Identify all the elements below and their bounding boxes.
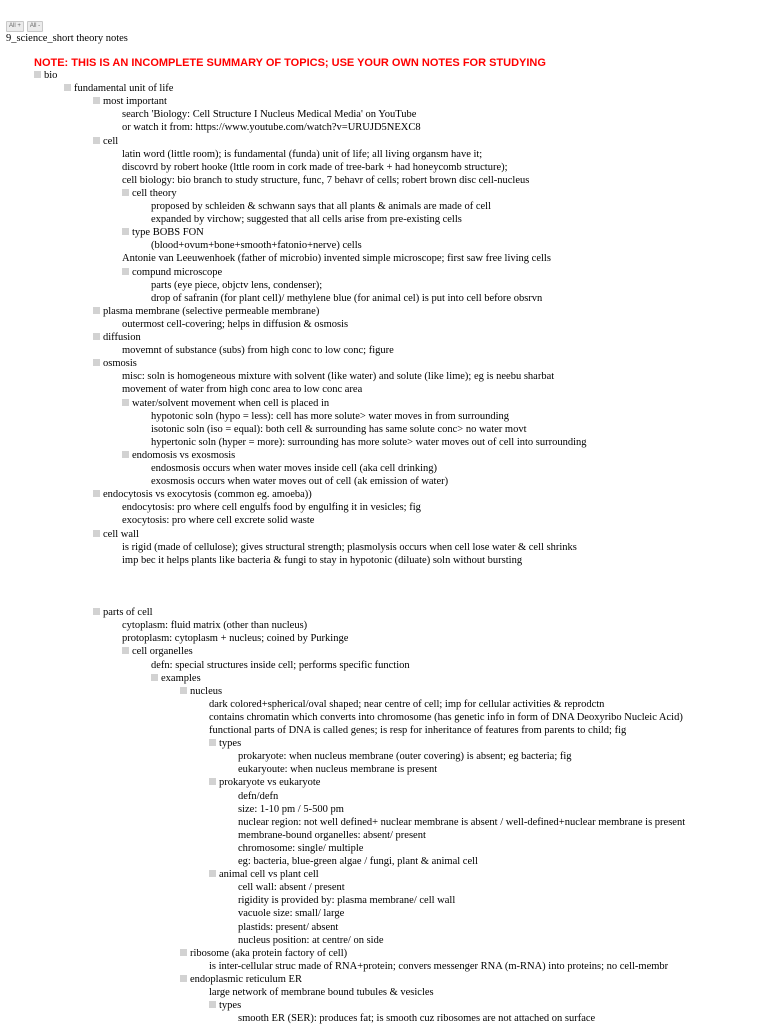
outline-item-text: exocytosis: pro where cell excrete solid waste xyxy=(122,515,315,527)
collapse-toggle-icon[interactable] xyxy=(93,307,100,314)
outline-item-text: water/solvent movement when cell is placed in xyxy=(132,397,330,409)
outline-item xyxy=(151,410,509,423)
outline-item xyxy=(122,108,416,121)
outline-item xyxy=(151,423,526,436)
collapse-toggle-icon[interactable] xyxy=(93,608,100,615)
collapse-toggle-icon[interactable] xyxy=(209,870,216,877)
outline-item xyxy=(122,174,529,187)
outline-item-text: dark colored+spherical/oval shaped; near centre of cell; imp for cellular activities & reprodctn xyxy=(209,698,605,710)
outline-item-text: vacuole size: small/ large xyxy=(238,908,345,920)
outline-item-text: types xyxy=(219,1000,242,1012)
outline-item xyxy=(209,737,241,750)
outline-item xyxy=(238,894,455,907)
expand-all-button[interactable]: All + xyxy=(6,21,24,32)
collapse-toggle-icon[interactable] xyxy=(151,674,158,681)
outline-item xyxy=(122,541,577,554)
outline-item xyxy=(209,698,604,711)
outline-item-text: isotonic soln (iso = equal): both cell & surrounding has same solute conc> no water movt xyxy=(151,423,527,435)
outline-item xyxy=(238,842,363,855)
outline-item xyxy=(238,934,384,947)
collapse-toggle-icon[interactable] xyxy=(93,490,100,497)
outline-item-text: parts of cell xyxy=(103,607,153,619)
outline-item xyxy=(238,790,278,803)
outline-item xyxy=(122,318,348,331)
collapse-toggle-icon[interactable] xyxy=(93,359,100,366)
collapse-toggle-icon[interactable] xyxy=(34,71,41,78)
outline-item-text: bio xyxy=(44,70,58,81)
collapse-toggle-icon[interactable] xyxy=(180,949,187,956)
outline-item xyxy=(34,69,57,82)
outline-item-text: imp bec it helps plants like bacteria & fungi to stay in hypotonic (diluate) soln without bursting xyxy=(122,554,523,566)
outline-item xyxy=(122,344,394,357)
outline-item-text: is inter-cellular struc made of RNA+protein; convers messenger RNA (m-RNA) into proteins; no cell-membr xyxy=(209,960,669,972)
outline-item-text: plasma membrane (selective permeable membrane) xyxy=(103,305,320,317)
collapse-toggle-icon[interactable] xyxy=(122,189,129,196)
outline-item xyxy=(151,436,587,449)
outline-item-text: type BOBS FON xyxy=(132,227,204,239)
outline-item-text: functional parts of DNA is called genes; is resp for inheritance of features from parents to child; fig xyxy=(209,725,627,736)
outline-item xyxy=(64,82,173,95)
outline-item-text: chromosome: single/ multiple xyxy=(238,842,364,854)
outline-item xyxy=(238,816,685,829)
collapse-toggle-icon[interactable] xyxy=(122,268,129,275)
outline-item xyxy=(238,1012,595,1025)
outline-item xyxy=(151,659,410,672)
outline-item-text: hypertonic soln (hyper = more): surrounding has more solute> water moves out of cell into surrounding xyxy=(151,436,587,448)
outline-item xyxy=(122,187,177,200)
outline-item xyxy=(238,763,437,776)
outline-item-text: drop of safranin (for plant cell)/ methylene blue (for animal cel) is put into cell before obsrvn xyxy=(151,292,543,304)
collapse-toggle-icon[interactable] xyxy=(209,778,216,785)
outline-item xyxy=(209,776,320,789)
collapse-toggle-icon[interactable] xyxy=(209,1001,216,1008)
outline-item-text: nuclear region: not well defined+ nuclear membrane is absent / well-defined+nuclear membrane is present xyxy=(238,816,686,828)
outline-item-text: endosmosis occurs when water moves inside cell (aka cell drinking) xyxy=(151,463,438,474)
outline-item-text: exosmosis occurs when water moves out of cell (ak emission of water) xyxy=(151,476,449,488)
outline-item xyxy=(93,95,167,108)
outline-item xyxy=(209,960,668,973)
outline-item-text: cell wall xyxy=(103,528,139,540)
outline-item xyxy=(93,606,153,619)
outline-item-text: endocytosis vs exocytosis (common eg. amoeba)) xyxy=(103,489,312,501)
outline-item-text: osmosis xyxy=(103,358,137,370)
outline-item xyxy=(151,292,542,305)
outline-item-text: cell theory xyxy=(132,187,177,199)
collapse-toggle-icon[interactable] xyxy=(93,530,100,537)
outline-item-text: search 'Biology: Cell Structure I Nucleus Medical Media' on YouTube xyxy=(122,109,417,121)
outline-item-text: defn/defn xyxy=(238,790,279,802)
outline-item-text: cytoplasm: fluid matrix (other than nucleus) xyxy=(122,620,308,632)
outline-item xyxy=(122,619,307,632)
outline-item xyxy=(93,357,137,370)
outline-item-text: smooth ER (SER): produces fat; is smooth cuz ribosomes are not attached on surface xyxy=(238,1013,596,1025)
outline-item-text: cell wall: absent / present xyxy=(238,882,345,894)
outline-item-text: animal cell vs plant cell xyxy=(219,869,319,881)
outline-item xyxy=(180,947,347,960)
collapse-toggle-icon[interactable] xyxy=(122,399,129,406)
collapse-toggle-icon[interactable] xyxy=(93,137,100,144)
outline-item xyxy=(122,383,362,396)
outline-item xyxy=(238,803,344,816)
outline-item-text: nucleus position: at centre/ on side xyxy=(238,934,384,946)
outline-item xyxy=(122,514,314,527)
outline-item-text: rigidity is provided by: plasma membrane/ cell wall xyxy=(238,895,456,907)
outline-item-text: contains chromatin which converts into chromosome (has genetic info in form of DNA Deoxyribo Nucleic Acid) xyxy=(209,711,683,723)
collapse-toggle-icon[interactable] xyxy=(122,647,129,654)
collapse-toggle-icon[interactable] xyxy=(180,975,187,982)
outline-item-text: diffusion xyxy=(103,332,141,343)
collapse-all-button[interactable]: All - xyxy=(27,21,43,32)
outline-item-text: movemnt of substance (subs) from high conc to low conc; figure xyxy=(122,345,394,357)
outline-item xyxy=(238,881,345,894)
outline-item-text: fundamental unit of life xyxy=(74,83,174,95)
outline-item-text: ribosome (aka protein factory of cell) xyxy=(190,947,348,959)
outline-item-text: proposed by schleiden & schwann says that all plants & animals are made of cell xyxy=(151,201,491,212)
outline-item-text: (blood+ovum+bone+smooth+fatonio+nerve) cells xyxy=(151,240,362,252)
outline-item-text: eg: bacteria, blue-green algae / fungi, plant & animal cell xyxy=(238,856,478,867)
outline-item xyxy=(238,921,338,934)
collapse-toggle-icon[interactable] xyxy=(180,687,187,694)
outline-item-text: movement of water from high conc area to low conc area xyxy=(122,384,363,396)
outline-item-text: most important xyxy=(103,96,167,108)
outline-item xyxy=(209,986,434,999)
outline-item xyxy=(151,672,201,685)
outline-item xyxy=(93,488,312,501)
outline-item-text: plastids: present/ absent xyxy=(238,921,339,933)
outline-item-text: parts (eye piece, objctv lens, condenser); xyxy=(151,279,323,291)
outline-item xyxy=(238,750,572,763)
outline-item xyxy=(180,973,302,986)
outline-item xyxy=(122,397,329,410)
outline-item xyxy=(93,331,141,344)
outline-item xyxy=(122,266,222,279)
outline-item-text: outermost cell-covering; helps in diffusion & osmosis xyxy=(122,318,349,330)
outline-item xyxy=(151,239,362,252)
outline-item xyxy=(93,528,139,541)
collapse-toggle-icon[interactable] xyxy=(122,451,129,458)
document-title: 9_science_short theory notes xyxy=(6,33,128,44)
outline-item-text: discovrd by robert hooke (lttle room in cork made of tree-bark + had honeycomb structure); xyxy=(122,161,508,173)
outline-item xyxy=(238,855,478,868)
outline-item-text: cell organelles xyxy=(132,646,193,658)
outline-item-text: expanded by virchow; suggested that all cells arise from pre-existing cells xyxy=(151,214,462,226)
outline-item-text: misc: soln is homogeneous mixture with solvent (like water) and solute (like lime); eg is neebu sharbat xyxy=(122,371,555,383)
outline-item xyxy=(238,907,344,920)
outline-item xyxy=(122,252,551,265)
outline-item xyxy=(209,999,241,1012)
outline-item xyxy=(122,121,421,134)
outline-item-text: membrane-bound organelles: absent/ present xyxy=(238,829,426,841)
outline-item-text: cell xyxy=(103,135,119,147)
outline-item xyxy=(93,135,118,148)
collapse-toggle-icon[interactable] xyxy=(64,84,71,91)
outline-item-text: compund microscope xyxy=(132,266,223,278)
outline-item-text: endomosis vs exosmosis xyxy=(132,449,236,461)
outline-item-text: prokaryote vs eukaryote xyxy=(219,777,321,789)
outline-item xyxy=(122,148,482,161)
outline-item-text: hypotonic soln (hypo = less): cell has more solute> water moves in from surrounding xyxy=(151,410,509,422)
outline-item xyxy=(93,305,319,318)
outline-item xyxy=(122,554,522,567)
outline-item-text: size: 1-10 pm / 5-500 pm xyxy=(238,803,344,815)
outline-item-text: is rigid (made of cellulose); gives structural strength; plasmolysis occurs when cell lose water & cell shrinks xyxy=(122,541,577,553)
outline-item xyxy=(209,868,319,881)
outline-item-text: types xyxy=(219,738,242,750)
outline-item-text: large network of membrane bound tubules & vesicles xyxy=(209,987,434,998)
outline-item-text: prokaryote: when nucleus membrane (outer covering) is absent; eg bacteria; fig xyxy=(238,751,572,763)
outline-item xyxy=(180,685,222,698)
outline-item xyxy=(122,501,421,514)
outline-item-text: Antonie van Leeuwenhoek (father of microbio) invented simple microscope; first saw free living cells xyxy=(122,253,551,265)
outline-item xyxy=(151,462,437,475)
collapse-toggle-icon[interactable] xyxy=(122,228,129,235)
outline-item-text: endocytosis: pro where cell engulfs food by engulfing it in vesicles; fig xyxy=(122,502,421,514)
warning-note: NOTE: THIS IS AN INCOMPLETE SUMMARY OF TOPICS; USE YOUR OWN NOTES FOR STUDYING xyxy=(34,57,546,69)
outline-item xyxy=(122,645,193,658)
outline-item xyxy=(122,632,348,645)
outline-item xyxy=(151,213,462,226)
outline-item-text: cell biology: bio branch to study structure, func, 7 behavr of cells; robert brown disc cell-nucleus xyxy=(122,174,530,186)
outline-item xyxy=(122,370,554,383)
outline-item xyxy=(209,711,683,724)
outline-item xyxy=(151,475,448,488)
outline-item-text: nucleus xyxy=(190,685,223,697)
outline-item xyxy=(122,226,204,239)
outline-item-text: examples xyxy=(161,672,201,684)
outline-item xyxy=(238,829,426,842)
outline-item-text: endoplasmic reticulum ER xyxy=(190,973,302,985)
outline-item xyxy=(122,161,508,174)
outline-item-text: eukaryoute: when nucleus membrane is present xyxy=(238,764,438,776)
outline-item-text: defn: special structures inside cell; performs specific function xyxy=(151,659,410,671)
outline-item-text: latin word (little room); is fundamental (funda) unit of life; all living organsm have it; xyxy=(122,148,483,160)
outline-item-text: or watch it from: https://www.youtube.com/watch?v=URUJD5NEXC8 xyxy=(122,122,421,134)
outline-item xyxy=(209,724,626,737)
collapse-toggle-icon[interactable] xyxy=(93,333,100,340)
outline-item xyxy=(151,279,322,292)
collapse-toggle-icon[interactable] xyxy=(93,97,100,104)
outline-item xyxy=(151,200,491,213)
outline-item xyxy=(122,449,235,462)
collapse-toggle-icon[interactable] xyxy=(209,739,216,746)
outline-item-text: protoplasm: cytoplasm + nucleus; coined by Purkinge xyxy=(122,633,349,645)
